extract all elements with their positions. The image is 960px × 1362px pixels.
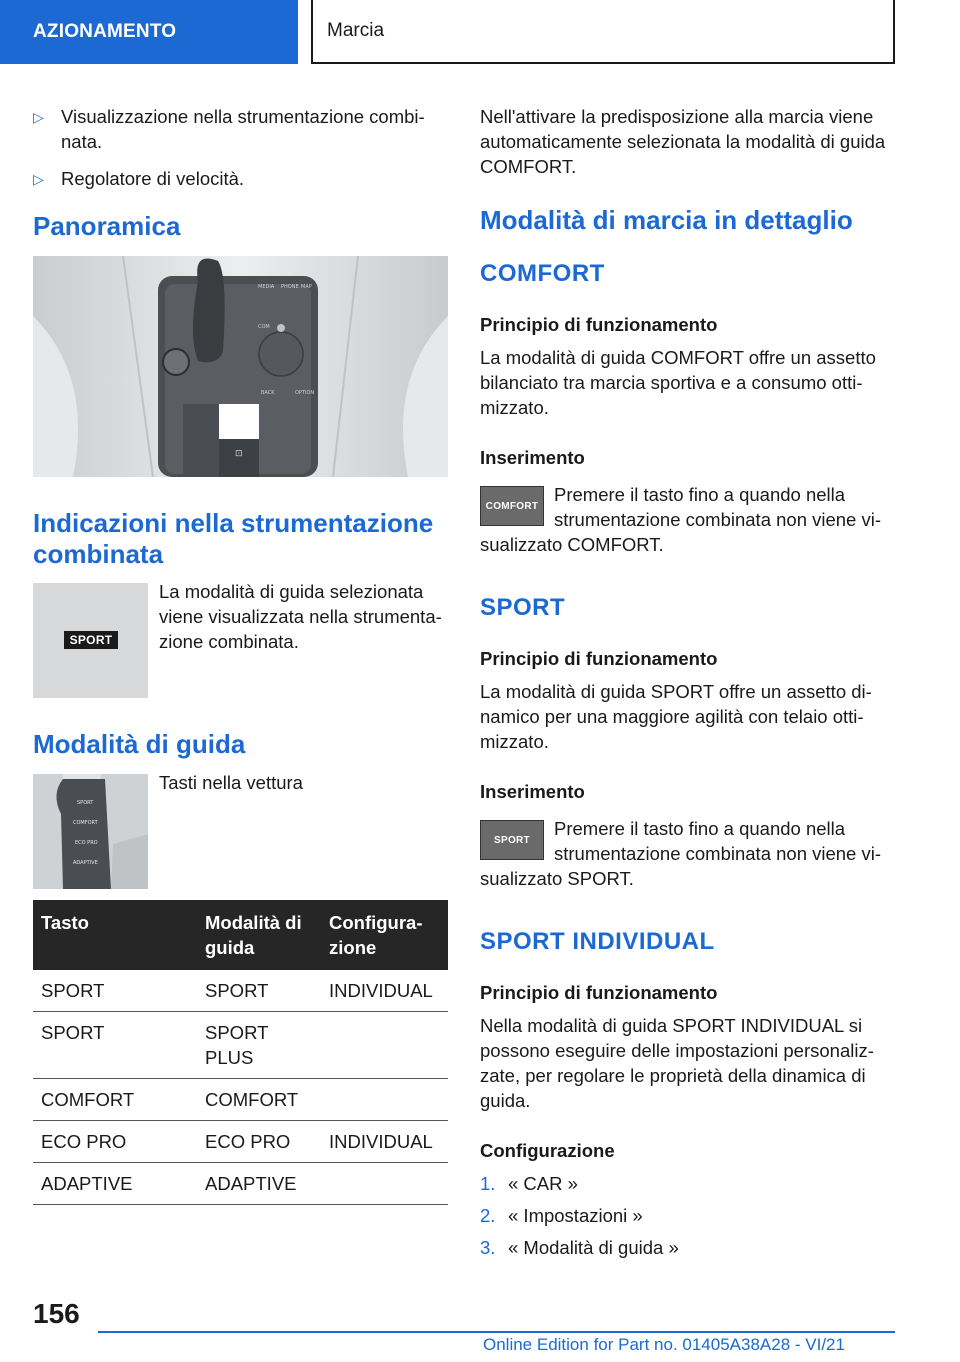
individual-heading: SPORT INDIVIDUAL <box>480 928 715 955</box>
key-label-adaptive: ADAPTIVE <box>73 860 98 866</box>
section-title: AZIONAMENTO <box>33 21 177 42</box>
sport-insert-line1: Premere il tasto fino a quando nella <box>554 818 846 839</box>
list-item: ▷ Regolatore di velocità. <box>33 166 448 192</box>
triangle-bullet-icon: ▷ <box>33 109 44 125</box>
step-text: « CAR » <box>508 1173 578 1194</box>
console-label-media: MEDIA <box>258 284 275 290</box>
table-header-row <box>33 900 448 970</box>
comfort-insert-line1: Premere il tasto fino a quando nella <box>554 484 846 505</box>
comfort-principle-text: La modalità di guida COMFORT offre un assetto bilanciato tra marcia sportiva e a consumo otti- mizzato. <box>480 347 876 418</box>
console-label-phone: PHONE <box>281 284 299 290</box>
comfort-insert-heading: Inserimento <box>480 447 585 468</box>
svg-text:⊡: ⊡ <box>235 449 243 459</box>
sport-heading: SPORT <box>480 594 566 621</box>
console-label-com: COM <box>258 324 270 330</box>
table-header: Tasto <box>33 900 197 970</box>
cluster-heading: Indicazioni nella strumentazione combinata <box>33 508 434 569</box>
cluster-image <box>33 583 148 698</box>
console-illustration <box>33 256 448 477</box>
sport-principle-heading: Principio di funzionamento <box>480 648 718 669</box>
step-number: 3. <box>480 1237 496 1258</box>
key-label-eco-pro: ECO PRO <box>75 840 98 846</box>
sport-insert-line2: strumentazione combinata non viene vi- <box>554 843 882 864</box>
sport-button-image: SPORT <box>480 820 544 860</box>
comfort-button-image: COMFORT <box>480 486 544 526</box>
comfort-principle-heading: Principio di funzionamento <box>480 314 718 335</box>
individual-principle-text: Nella modalità di guida SPORT INDIVIDUAL si possono eseguire delle impostazioni personaliz- zate, per regolare le proprietà della dinamica di guida. <box>480 1015 874 1111</box>
modes-table <box>33 900 448 1205</box>
modes-heading: Modalità di guida <box>33 729 246 759</box>
list-item <box>480 1235 880 1260</box>
sport-insert-heading: Inserimento <box>480 781 585 802</box>
comfort-heading: COMFORT <box>480 260 605 287</box>
intro-paragraph: Nell'attivare la predisposizione alla marcia viene automaticamente selezionata la modalità di guida COMFORT. <box>480 106 886 177</box>
topic-title: Marcia <box>327 20 385 41</box>
list-item <box>480 1203 880 1228</box>
key-label-sport: SPORT <box>77 800 94 806</box>
config-steps <box>480 1171 880 1260</box>
console-label-back: BACK <box>261 390 275 396</box>
topic-tab <box>311 0 895 64</box>
console-label-option: OPTION <box>295 390 315 396</box>
individual-principle-heading: Principio di funzionamento <box>480 982 718 1003</box>
table-row: ADAPTIVE ADAPTIVE <box>33 1163 448 1205</box>
page-number: 156 <box>33 1298 80 1329</box>
step-number: 1. <box>480 1173 496 1194</box>
step-text: « Impostazioni » <box>508 1205 643 1226</box>
table-header: Configura-zione <box>321 900 448 970</box>
triangle-bullet-icon: ▷ <box>33 171 44 187</box>
footer-divider <box>98 1331 895 1333</box>
table-row: COMFORT COMFORT <box>33 1079 448 1121</box>
table-row: SPORT SPORT INDIVIDUAL <box>33 970 448 1012</box>
keys-image <box>33 774 148 889</box>
sport-principle-text: La modalità di guida SPORT offre un assetto di- namico per una maggiore agilità con telaio otti- mizzato. <box>480 681 872 752</box>
table-header: Modalità di guida <box>197 900 321 970</box>
list-item <box>480 1171 880 1196</box>
table-row: SPORT SPORT PLUS <box>33 1012 448 1079</box>
comfort-insert-line2: strumentazione combinata non viene vi- <box>554 509 882 530</box>
key-label-comfort: COMFORT <box>73 820 98 826</box>
step-text: « Modalità di guida » <box>508 1237 679 1258</box>
section-tab <box>0 0 298 64</box>
edition-note: Online Edition for Part no. 01405A38A28 - VI/21 <box>483 1335 845 1354</box>
console-image <box>33 256 448 477</box>
list-item: ▷ Visualizzazione nella strumentazione combi- nata. <box>33 106 425 152</box>
sport-insert-line3: sualizzato SPORT. <box>480 868 634 889</box>
cluster-description: La modalità di guida selezionata viene visualizzata nella strumenta- zione combinata. <box>159 581 442 652</box>
panoramica-heading: Panoramica <box>33 211 181 241</box>
detail-heading: Modalità di marcia in dettaglio <box>480 205 853 235</box>
console-label-map: MAP <box>301 284 312 290</box>
comfort-insert-line3: sualizzato COMFORT. <box>480 534 664 555</box>
config-heading: Configurazione <box>480 1140 615 1161</box>
bullet-list <box>33 104 448 192</box>
sport-badge: SPORT <box>64 631 118 649</box>
step-number: 2. <box>480 1205 496 1226</box>
table-row: ECO PRO ECO PRO INDIVIDUAL <box>33 1121 448 1163</box>
modes-description: Tasti nella vettura <box>159 772 303 793</box>
keys-illustration <box>33 774 148 889</box>
